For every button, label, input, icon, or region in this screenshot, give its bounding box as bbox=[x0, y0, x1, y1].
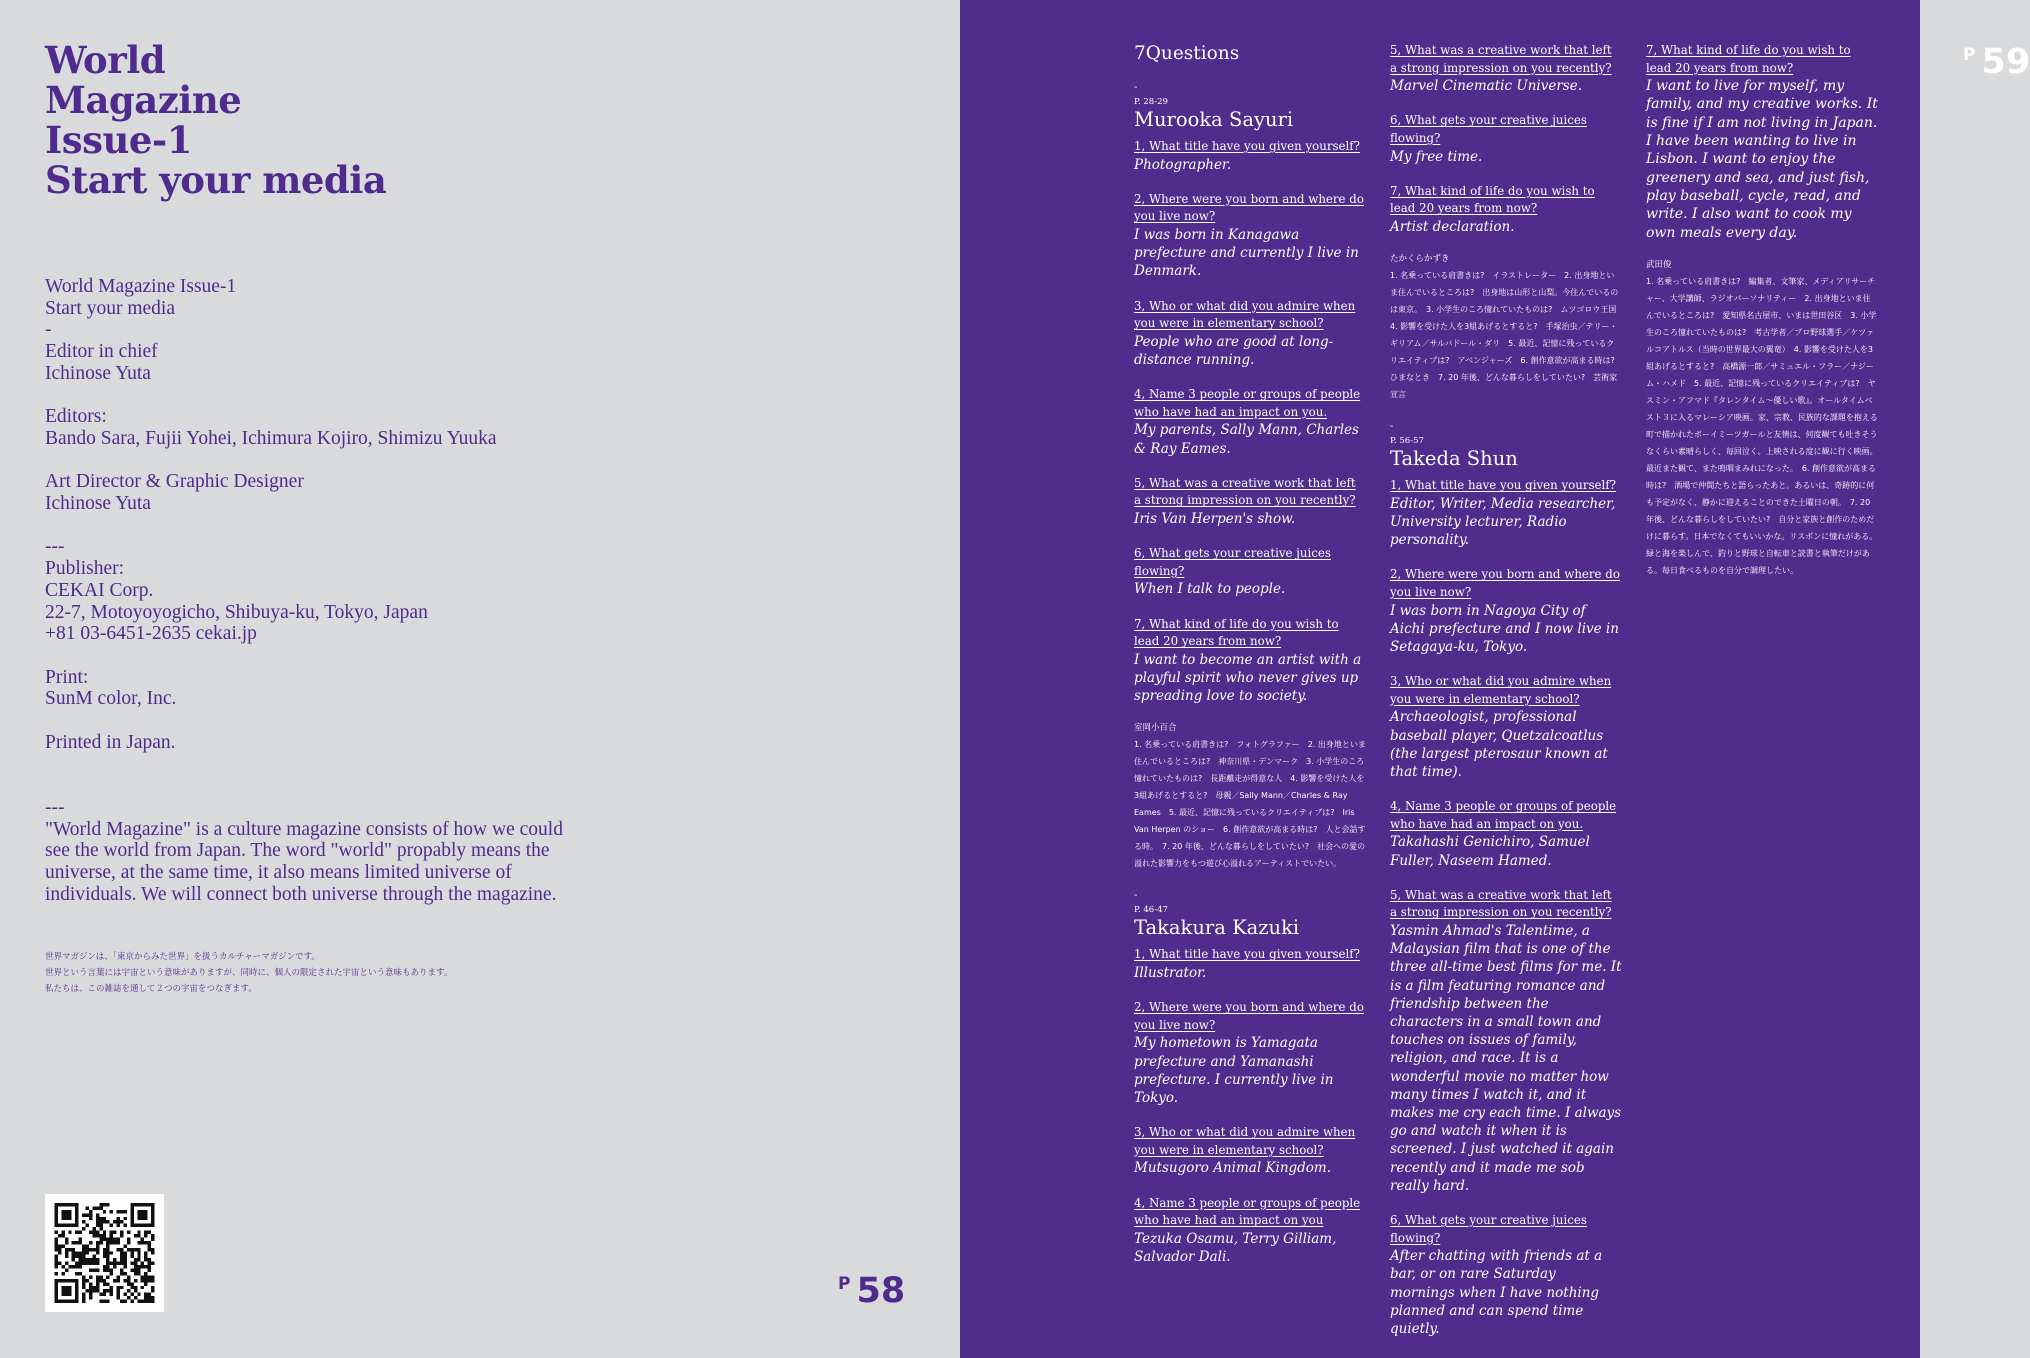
about-jp-line: 私たちは、この雑誌を通して２つの宇宙をつなぎます。 bbox=[45, 984, 257, 994]
question: 7, What kind of life do you wish to lead 20 years from now? bbox=[1646, 43, 1851, 75]
page-number-right bbox=[1963, 43, 2030, 81]
page-prefix: P bbox=[838, 1274, 851, 1294]
question: 2, Where were you born and where do you live now? bbox=[1134, 1000, 1364, 1032]
interview-column-1 bbox=[1134, 42, 1366, 1283]
japanese-name: 武田俊 bbox=[1646, 259, 1672, 270]
credit-spacer bbox=[45, 710, 497, 732]
question: 1, What title have you given yourself? bbox=[1134, 947, 1360, 962]
credit-line: SunM color, Inc. bbox=[45, 688, 177, 710]
credit-spacer bbox=[45, 645, 497, 667]
question: 4, Name 3 people or groups of people who have had an impact on you bbox=[1134, 1195, 1361, 1228]
about-english bbox=[45, 797, 585, 906]
question: 4, Name 3 people or groups of people who have had an impact on you. bbox=[1134, 387, 1361, 419]
question: 2, Where were you born and where do you live now? bbox=[1390, 567, 1620, 599]
answer: Artist declaration. bbox=[1390, 218, 1515, 235]
japanese-name: たかくらかずき bbox=[1390, 254, 1450, 265]
question: 1, What title have you given yourself? bbox=[1134, 139, 1360, 153]
answer: Photographer. bbox=[1134, 156, 1232, 173]
credit-line: Ichinose Yuta bbox=[45, 362, 151, 384]
person-dash: - bbox=[1134, 82, 1138, 93]
credit-line: Printed in Japan. bbox=[45, 731, 176, 753]
credit-line: --- bbox=[45, 536, 65, 558]
credit-line: Print: bbox=[45, 666, 89, 688]
credit-line: CEKAI Corp. bbox=[45, 579, 154, 601]
question: 3, Who or what did you admire when you were in elementary school? bbox=[1390, 674, 1612, 706]
question: 4, Name 3 people or groups of people who have had an impact on you. bbox=[1390, 799, 1617, 831]
person-name: Takakura Kazuki bbox=[1134, 916, 1300, 940]
page-number: 59 bbox=[1981, 42, 2030, 82]
answer: When I talk to people. bbox=[1134, 581, 1286, 598]
credit-line: Start your media bbox=[45, 297, 175, 319]
person-name: Takeda Shun bbox=[1390, 447, 1518, 471]
about-jp-line: 世界マガジンは、「東京からみた世界」を扱うカルチャーマガジンです。 bbox=[45, 952, 320, 962]
japanese-name: 室岡小百合 bbox=[1134, 723, 1177, 734]
page-reference: P. 28-29 bbox=[1134, 97, 1168, 107]
answer: Tezuka Osamu, Terry Gilliam, Salvador Dali. bbox=[1134, 1230, 1337, 1265]
credit-line: Bando Sara, Fujii Yohei, Ichimura Kojiro, Shimizu Yuuka bbox=[45, 427, 497, 449]
answer: Mutsugoro Animal Kingdom. bbox=[1134, 1160, 1332, 1177]
person-dash: - bbox=[1390, 421, 1394, 433]
japanese-answers: 1. 名乗っている肩書きは? イラストレーター 2. 出身地といま住んでいるところは? 出身地は山形と山梨。今住んでいるのは東京。 3. 小学生のころ憧れていたものは? ムツゴロウ王国 4. 影響を受けた人を3組あげるとすると? 手塚治虫／テリー・ギリアム／サルバドール・ダリ 5. 最近、記憶に残っているクリエイティブは? アベンジャーズ 6. 創作意欲が高まる時は? ひまなとき 7. 20 年後、どんな暮らしをしていたい? 芸術家宣言 bbox=[1390, 271, 1625, 400]
about-jp-line: 世界という言葉には宇宙という意味がありますが、同時に、個人の限定された宇宙という意味もあります。 bbox=[45, 968, 453, 978]
question: 3, Who or what did you admire when you were in elementary school? bbox=[1134, 298, 1356, 331]
japanese-answers: 1. 名乗っている肩書きは? 編集者、文筆家、メディアリサーチャー、大学講師、ラジオパーソナリティー 2. 出身地といま住んでいるところは? 愛知県名古屋市、いまは世田谷区 3. 小学生のころ憧れていたものは? 考古学者／プロ野球選手／ケツァルコアトルス（当時の世界最大の翼竜） 4. 影響を受けた人を3組あげるとすると? 高橋源一郎／サミュエル・フラー／ナジーム・ハメド 5. 最近、記憶に残っているクリエイティブは? ヤスミン・アフマド『タレンタイム～優しい歌』。オールタイムベスト３に入るマレーシア映画。家、宗教、民族的な課題を抱える町で描かれたボーイミーツガールと友情は、何度観ても吐きそうなくらい素晴らしく、毎回泣く。上映される度に観に行く映画。最近また観て、また嗚咽まみれになった。 6. 創作意欲が高まる時は? 酒場で仲間たちと語らったあと。あるいは、奇跡的に何も予定がなく、静かに迎えることのできた土曜日の朝。 7. 20 年後、どんな暮らしをしていたい? 自分と家族と創作のためだけに暮らす。日本でなくてもいいかな。リスボンに憧れがある。緑と海を楽しんで、釣りと野球と自転車と読書と執筆だけがある。毎日食べるものを自分で調理したい。 bbox=[1646, 276, 1878, 575]
answer: I was born in Kanagawa prefecture and currently I live in Denmark. bbox=[1134, 226, 1359, 280]
credit-spacer bbox=[45, 515, 497, 537]
answer: Archaeologist, professional baseball player, Quetzalcoatlus (the largest pterosaur known at that time). bbox=[1390, 709, 1608, 780]
answer: My free time. bbox=[1390, 148, 1483, 165]
answer: My parents, Sally Mann, Charles & Ray Eames. bbox=[1134, 422, 1359, 457]
about-separator: --- bbox=[45, 797, 65, 818]
question: 5, What was a creative work that left a strong impression on you recently? bbox=[1390, 887, 1612, 920]
answer: After chatting with friends at a bar, or on rare Saturday mornings when I have nothing planned and can spend time quietly. bbox=[1390, 1248, 1603, 1337]
page-reference: P. 56-57 bbox=[1390, 436, 1424, 447]
about-japanese bbox=[45, 949, 452, 997]
title-line: Start your media bbox=[45, 158, 387, 202]
page-prefix: P bbox=[1963, 45, 1976, 65]
credit-line: Ichinose Yuta bbox=[45, 493, 151, 514]
answer: Editor, Writer, Media researcher, University lecturer, Radio personality. bbox=[1390, 495, 1616, 549]
title-line: World bbox=[45, 38, 166, 82]
answer: I want to live for myself, my family, and my creative works. It is fine if I am not living in Japan. I have been wanting to live in Lisbon. I want to enjoy the greenery and sea, and just fish, play baseball, cycle, read, and write. I also want to cook my own meals every day. bbox=[1646, 78, 1878, 241]
interview-column-2 bbox=[1390, 42, 1625, 1355]
credit-line: Editor in chief bbox=[45, 341, 158, 363]
page-number-left bbox=[838, 1272, 905, 1310]
person-name: Murooka Sayuri bbox=[1134, 108, 1294, 131]
page-number: 58 bbox=[856, 1271, 906, 1311]
credit-line: - bbox=[45, 319, 52, 341]
question: 3, Who or what did you admire when you were in elementary school? bbox=[1134, 1125, 1356, 1157]
question: 6, What gets your creative juices flowing? bbox=[1134, 546, 1331, 578]
answer: I was born in Nagoya City of Aichi prefecture and I now live in Setagaya-ku, Tokyo. bbox=[1390, 602, 1619, 655]
japanese-answers: 1. 名乗っている肩書きは? フォトグラファー 2. 出身地といま住んでいるところは? 神奈川県・デンマーク 3. 小学生のころ憧れていたものは? 長距離走が得意な人 4. 影響を受けた人を3組あげるとすると? 母親／Sally Mann／Charles & Ray Eames 5. 最近、記憶に残っているクリエイティブは? Iris Van Herpen のショー 6. 創作意欲が高まる時は? 人と会話する時。 7. 20 年後、どんな暮らしをしていたい? 社会への愛の溢れた影響力をもつ遊び心溢れるアーティストでいたい。 bbox=[1134, 740, 1366, 869]
credit-spacer bbox=[45, 385, 497, 407]
question: 2, Where were you born and where do you live now? bbox=[1134, 191, 1364, 224]
credit-line: +81 03-6451-2635 cekai.jp bbox=[45, 623, 257, 645]
section-title: 7Questions bbox=[1134, 43, 1240, 64]
answer: Illustrator. bbox=[1134, 964, 1207, 981]
question: 1, What title have you given yourself? bbox=[1390, 478, 1616, 493]
magazine-title bbox=[45, 40, 386, 200]
credit-line: Publisher: bbox=[45, 558, 125, 580]
qr-code[interactable] bbox=[45, 1194, 164, 1312]
answer: Marvel Cinematic Universe. bbox=[1390, 78, 1582, 95]
credit-line: 22-7, Motoyoyogicho, Shibuya-ku, Tokyo, Japan bbox=[45, 601, 428, 623]
answer: Takahashi Genichiro, Samuel Fuller, Naseem Hamed. bbox=[1390, 834, 1590, 869]
answer: Yasmin Ahmad's Talentime, a Malaysian film that is one of the three all-time best films for me. It is a film featuring romance and friendship between the characters in a small town and touches on issues of family, religion, and race. It is a wonderful movie no matter how many times I watch it, and it makes me cry each time. I always go and watch it when it is screened. I just watched it again recently and it made me sob really hard. bbox=[1390, 922, 1622, 1194]
colophon-credits bbox=[45, 276, 497, 753]
credit-line: Editors: bbox=[45, 406, 107, 428]
page-reference: P. 46-47 bbox=[1134, 905, 1168, 916]
interview-column-3 bbox=[1646, 42, 1878, 597]
answer: Iris Van Herpen's show. bbox=[1134, 510, 1296, 527]
question: 5, What was a creative work that left a strong impression on you recently? bbox=[1390, 43, 1612, 75]
answer: I want to become an artist with a playful spirit who never gives up spreading love to society. bbox=[1134, 651, 1362, 705]
question: 6, What gets your creative juices flowing? bbox=[1390, 1213, 1587, 1245]
question: 7, What kind of life do you wish to lead 20 years from now? bbox=[1134, 616, 1339, 649]
credit-line: World Magazine Issue-1 bbox=[45, 276, 237, 297]
answer: People who are good at long-distance running. bbox=[1134, 333, 1334, 368]
answer: My hometown is Yamagata prefecture and Yamanashi prefecture. I currently live in Tokyo. bbox=[1134, 1035, 1334, 1106]
qr-code-icon bbox=[54, 1203, 155, 1303]
question: 5, What was a creative work that left a strong impression on you recently? bbox=[1134, 475, 1356, 508]
title-line: Issue-1 bbox=[45, 118, 193, 162]
person-dash: - bbox=[1134, 890, 1138, 902]
question: 6, What gets your creative juices flowing? bbox=[1390, 113, 1587, 145]
about-paragraph: "World Magazine" is a culture magazine consists of how we could see the world from Japan. The word "world" propably means the universe, at the same time, it also means limited universe of individuals. We will connect both universe through the magazine. bbox=[45, 818, 563, 905]
credit-spacer bbox=[45, 450, 497, 472]
left-page bbox=[0, 0, 960, 1358]
credit-line: Art Director & Graphic Designer bbox=[45, 471, 304, 493]
question: 7, What kind of life do you wish to lead 20 years from now? bbox=[1390, 183, 1595, 216]
title-line: Magazine bbox=[45, 78, 242, 122]
